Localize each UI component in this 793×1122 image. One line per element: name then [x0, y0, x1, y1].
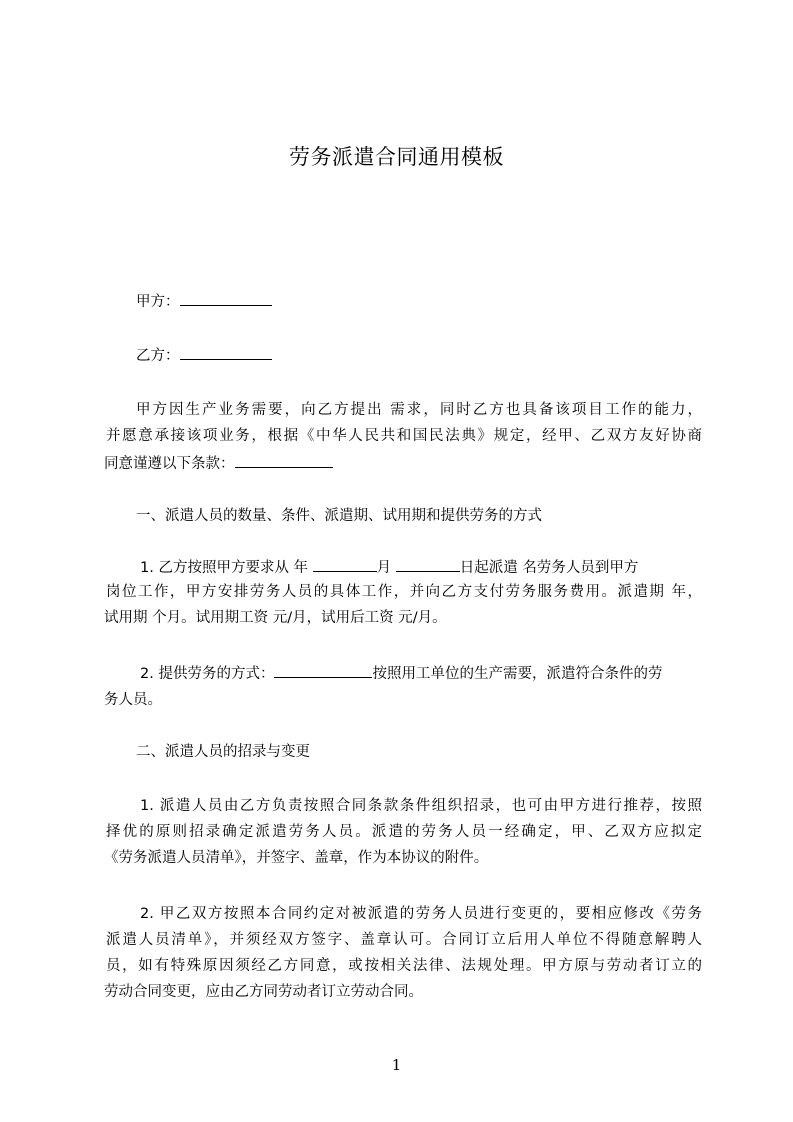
section1-clause1-line3: 试用期 个月。试用期工资 元/月，试用后工资 元/月。: [104, 610, 447, 626]
intro-line-3: [104, 452, 504, 474]
intro-line-2: 并愿意承接该项业务，根据《中华人民共和国民法典》规定，经甲、乙双方友好协商: [106, 428, 702, 444]
section2-clause2-line2: 派遣人员清单》，并须经双方签字、盖章认可。合同订立后用人单位不得随意解聘人: [106, 932, 702, 948]
section1-clause2-part-a: 2. 提供劳务的方式：: [140, 666, 275, 682]
section1-heading: 一、派遣人员的数量、条件、派遣期、试用期和提供劳务的方式: [136, 508, 542, 524]
section1-clause2-part-b: 按照用工单位的生产需要，派遣符合条件的劳: [372, 666, 663, 682]
day-blank[interactable]: [396, 556, 460, 572]
section2-heading: 二、派遣人员的招录与变更: [136, 744, 310, 760]
section2-clause1-line2: 择优的原则招录确定派遣劳务人员。派遣的劳务人员一经确定，甲、乙双方应拟定: [106, 824, 702, 840]
section1-clause2-line2: 务人员。: [104, 692, 162, 708]
party-a-blank[interactable]: [180, 290, 272, 306]
section2-clause1-line1: 1. 派遣人员由乙方负责按照合同条款条件组织招录，也可由甲方进行推荐，按照: [140, 798, 702, 814]
document-title: 劳务派遣合同通用模板: [289, 145, 504, 169]
party-a-label: 甲方：: [136, 294, 180, 310]
page-number: 1: [391, 1056, 402, 1074]
section1-clause1-part-a: 1. 乙方按照甲方要求从 年: [140, 560, 313, 576]
section2-clause1-line3: 《劳务派遣人员清单》，并签字、盖章，作为本协议的附件。: [104, 850, 489, 866]
service-method-blank[interactable]: [274, 662, 372, 678]
section2-clause2-line4: 劳动合同变更，应由乙方同劳动者订立劳动合同。: [104, 984, 423, 1000]
month-blank[interactable]: [313, 556, 377, 572]
party-a-line: [136, 290, 436, 312]
section1-clause1-line1: [140, 556, 702, 578]
party-b-line: [136, 344, 436, 366]
section1-clause1-part-b: 月: [376, 560, 396, 576]
section2-clause2-line1: 2. 甲乙双方按照本合同约定对被派遣的劳务人员进行变更的，要相应修改《劳务: [140, 906, 702, 922]
section1-clause1-part-c: 日起派遣 名劳务人员到甲方: [459, 560, 639, 576]
section2-clause2-line3: 员，如有特殊原因须经乙方同意，或按相关法律、法规处理。甲方原与劳动者订立的: [106, 958, 702, 974]
intro-terms-blank[interactable]: [235, 452, 333, 468]
party-b-blank[interactable]: [180, 344, 272, 360]
intro-line-3-text: 同意谨遵以下条款：: [104, 456, 235, 472]
party-b-label: 乙方：: [136, 348, 180, 364]
intro-line-1: 甲方因生产业务需要，向乙方提出 需求，同时乙方也具备该项目工作的能力，: [136, 402, 702, 418]
section1-clause1-line2: 岗位工作，甲方安排劳务人员的具体工作，并向乙方支付劳务服务费用。派遣期 年，: [106, 584, 702, 600]
section1-clause2-line1: [140, 662, 702, 684]
